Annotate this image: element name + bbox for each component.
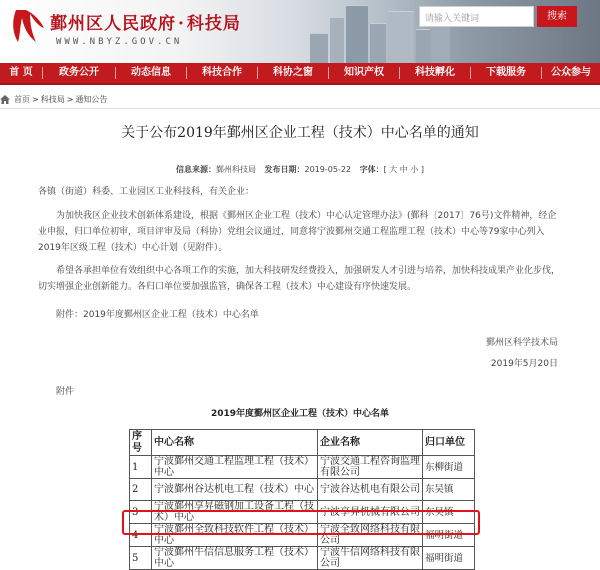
table-row bbox=[130, 524, 475, 547]
table-header-row bbox=[130, 430, 475, 456]
paragraph-2: 希望各承担单位有效组织中心各项工作的实施，加大科技研发经费投入，加强研发人才引进与培养，加快科技成果产业化步伐，切实增强企业创新能力。各归口单位要加强监管，确保各工程（技术）中心建设有序快速发展。 bbox=[38, 266, 561, 292]
paragraph-1: 为加快我区企业技术创新体系建设，根据《鄞州区企业工程（技术）中心认定管理办法》(鄞科〔2017〕76号)文件精神，经企业申报，归口单位初审，项目评审及局（科协）党组会议通过，同意将宁波鄞州交通工程监理工程（技术）中心等79家中心列入2019年区级工程（技术）中心计划（见附件）。 bbox=[38, 211, 557, 253]
table-title: 2019年度鄞州区企业工程（技术）中心名单 bbox=[210, 409, 390, 419]
cell-company-name: 宁波交通工程咨询监理有限公司 bbox=[318, 456, 423, 479]
cell-center-name: 宁波鄞州享昇磁钢加工设备工程（技术）中心 bbox=[152, 501, 318, 524]
nav-item-gov-affairs[interactable]: 政务公开 bbox=[59, 67, 99, 78]
cell-unit: 福明街道 bbox=[423, 524, 475, 547]
government-emblem-icon bbox=[8, 6, 48, 48]
nav-item-cooperation[interactable]: 科技合作 bbox=[202, 67, 242, 78]
source-value: 鄞州科技局 bbox=[215, 165, 256, 174]
attachment-link[interactable]: 附件：2019年度鄞州区企业工程（技术）中心名单 bbox=[56, 310, 259, 320]
article-title: 关于公布2019年鄞州区企业工程（技术）中心名单的通知 bbox=[121, 125, 479, 141]
nav-item-participation[interactable]: 公众参与 bbox=[551, 67, 591, 78]
source-label: 信息来源： bbox=[175, 165, 216, 174]
article-meta bbox=[0, 164, 600, 175]
cell-company-name: 宁波全致网络科技有限公司 bbox=[318, 524, 423, 547]
cell-center-name: 宁波鄞州谷达机电工程（技术）中心 bbox=[152, 479, 318, 501]
table-row bbox=[130, 501, 475, 524]
header-center-name: 中心名称 bbox=[152, 430, 318, 456]
date-value: 2019-05-22 bbox=[304, 165, 352, 174]
search-button[interactable]: 搜索 bbox=[537, 6, 577, 27]
font-label: 字体： bbox=[359, 165, 384, 174]
cell-unit: 福明街道 bbox=[423, 547, 475, 570]
header-company-name: 企业名称 bbox=[318, 430, 423, 456]
signature-org: 鄞州区科学技术局 bbox=[485, 338, 558, 348]
cell-no: 1 bbox=[130, 456, 152, 479]
attachment-heading: 附件 bbox=[56, 387, 75, 397]
cell-unit: 东柳街道 bbox=[423, 456, 475, 479]
cell-no: 5 bbox=[130, 547, 152, 570]
salutation: 各镇（街道）科委、工业园区工业科技科，有关企业： bbox=[38, 187, 255, 197]
table-row bbox=[130, 456, 475, 479]
search-input[interactable]: 请输入关键词 bbox=[419, 6, 534, 27]
date-label: 发布日期： bbox=[264, 165, 305, 174]
main-nav bbox=[0, 63, 600, 85]
header-no: 序号 bbox=[130, 430, 152, 456]
cell-center-name: 宁波鄞州交通工程监理工程（技术）中心 bbox=[152, 456, 318, 479]
cell-no: 2 bbox=[130, 479, 152, 501]
nav-item-downloads[interactable]: 下载服务 bbox=[486, 67, 526, 78]
nav-item-association[interactable]: 科协之窗 bbox=[273, 67, 313, 78]
breadcrumb-separator: > bbox=[32, 94, 39, 104]
nav-item-incubation[interactable]: 科技孵化 bbox=[415, 67, 455, 78]
header-unit: 归口单位 bbox=[423, 430, 475, 456]
center-list-table bbox=[129, 429, 475, 570]
cell-center-name: 宁波鄞州全致科技软件工程（技术）中心 bbox=[152, 524, 318, 547]
table-row bbox=[130, 547, 475, 570]
breadcrumb-notices-link[interactable]: 通知公告 bbox=[75, 94, 108, 104]
font-size-switcher[interactable]: [ 大 中 小 ] bbox=[383, 165, 424, 174]
nav-item-home[interactable]: 首 页 bbox=[9, 67, 33, 78]
site-title: 鄞州区人民政府 · 科技局 bbox=[50, 14, 241, 34]
cell-company-name: 宁波享昇机械有限公司 bbox=[318, 501, 423, 524]
nav-item-ip[interactable]: 知识产权 bbox=[344, 67, 384, 78]
table-row bbox=[130, 479, 475, 501]
cell-unit: 东吴镇 bbox=[423, 501, 475, 524]
site-url: WWW.NBYZ.GOV.CN bbox=[56, 37, 183, 47]
signature-date: 2019年5月20日 bbox=[490, 359, 558, 369]
cell-no: 4 bbox=[130, 524, 152, 547]
breadcrumb bbox=[0, 91, 108, 107]
cell-center-name: 宁波鄞州牛信信息服务工程（技术）中心 bbox=[152, 547, 318, 570]
home-icon bbox=[0, 95, 10, 104]
cell-company-name: 宁波谷达机电有限公司 bbox=[318, 479, 423, 501]
breadcrumb-home-link[interactable]: 首页 bbox=[14, 94, 30, 104]
nav-item-news[interactable]: 动态信息 bbox=[131, 67, 171, 78]
cell-company-name: 宁波牛信网络科技有限公司 bbox=[318, 547, 423, 570]
cell-no: 3 bbox=[130, 501, 152, 524]
cell-unit: 东吴镇 bbox=[423, 479, 475, 501]
site-header bbox=[0, 0, 600, 63]
breadcrumb-divider bbox=[0, 108, 600, 109]
breadcrumb-separator: > bbox=[66, 94, 74, 104]
breadcrumb-bureau-link[interactable]: 科技局 bbox=[40, 94, 65, 104]
